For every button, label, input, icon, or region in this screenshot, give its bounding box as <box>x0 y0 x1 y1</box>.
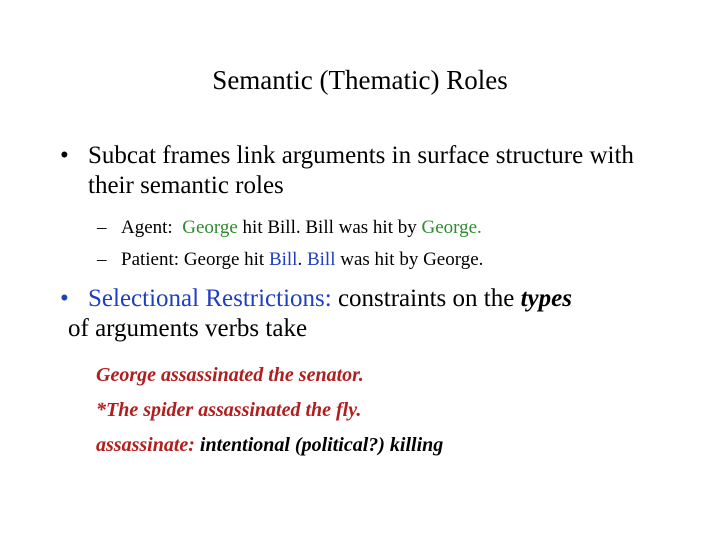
patient-word: Bill <box>268 249 298 270</box>
patient-word: Bill <box>306 249 336 270</box>
example-definition <box>96 433 443 457</box>
term-selectional-restrictions: Selectional Restrictions: <box>88 285 332 312</box>
example-line: *The spider assassinated the fly. <box>96 399 362 421</box>
bullet-text: of arguments verbs take <box>68 315 308 342</box>
agent-word: George. <box>421 217 482 238</box>
patient-text: was hit by George. <box>335 249 484 270</box>
agent-label: Agent: <box>121 217 173 238</box>
patient-label: Patient: <box>121 249 180 270</box>
sub-bullet-patient <box>97 248 483 272</box>
agent-word: George <box>182 217 238 238</box>
definition-text: intentional (political?) killing <box>194 434 444 456</box>
patient-text: . <box>297 249 307 270</box>
dash-icon: – <box>97 217 107 238</box>
bullet-subcat-frames <box>60 141 680 201</box>
bullet-text: Subcat frames link arguments in surface structure with their semantic roles <box>88 142 634 199</box>
agent-text: hit Bill. Bill was hit by <box>237 217 422 238</box>
slide-title: Semantic (Thematic) Roles <box>212 65 508 95</box>
emphasis-types: types <box>520 285 572 312</box>
bullet-line <box>88 284 680 314</box>
bullet-selectional-restrictions <box>60 284 680 344</box>
bullet-icon: • <box>60 285 69 312</box>
patient-text: George hit <box>179 249 269 270</box>
example-line: George assassinated the senator. <box>96 364 364 386</box>
bullet-icon: • <box>60 142 69 169</box>
sub-bullet-agent <box>97 216 482 240</box>
definition-term: assassinate: <box>96 434 195 456</box>
dash-icon: – <box>97 249 107 270</box>
bullet-text: constraints on the <box>331 285 521 312</box>
